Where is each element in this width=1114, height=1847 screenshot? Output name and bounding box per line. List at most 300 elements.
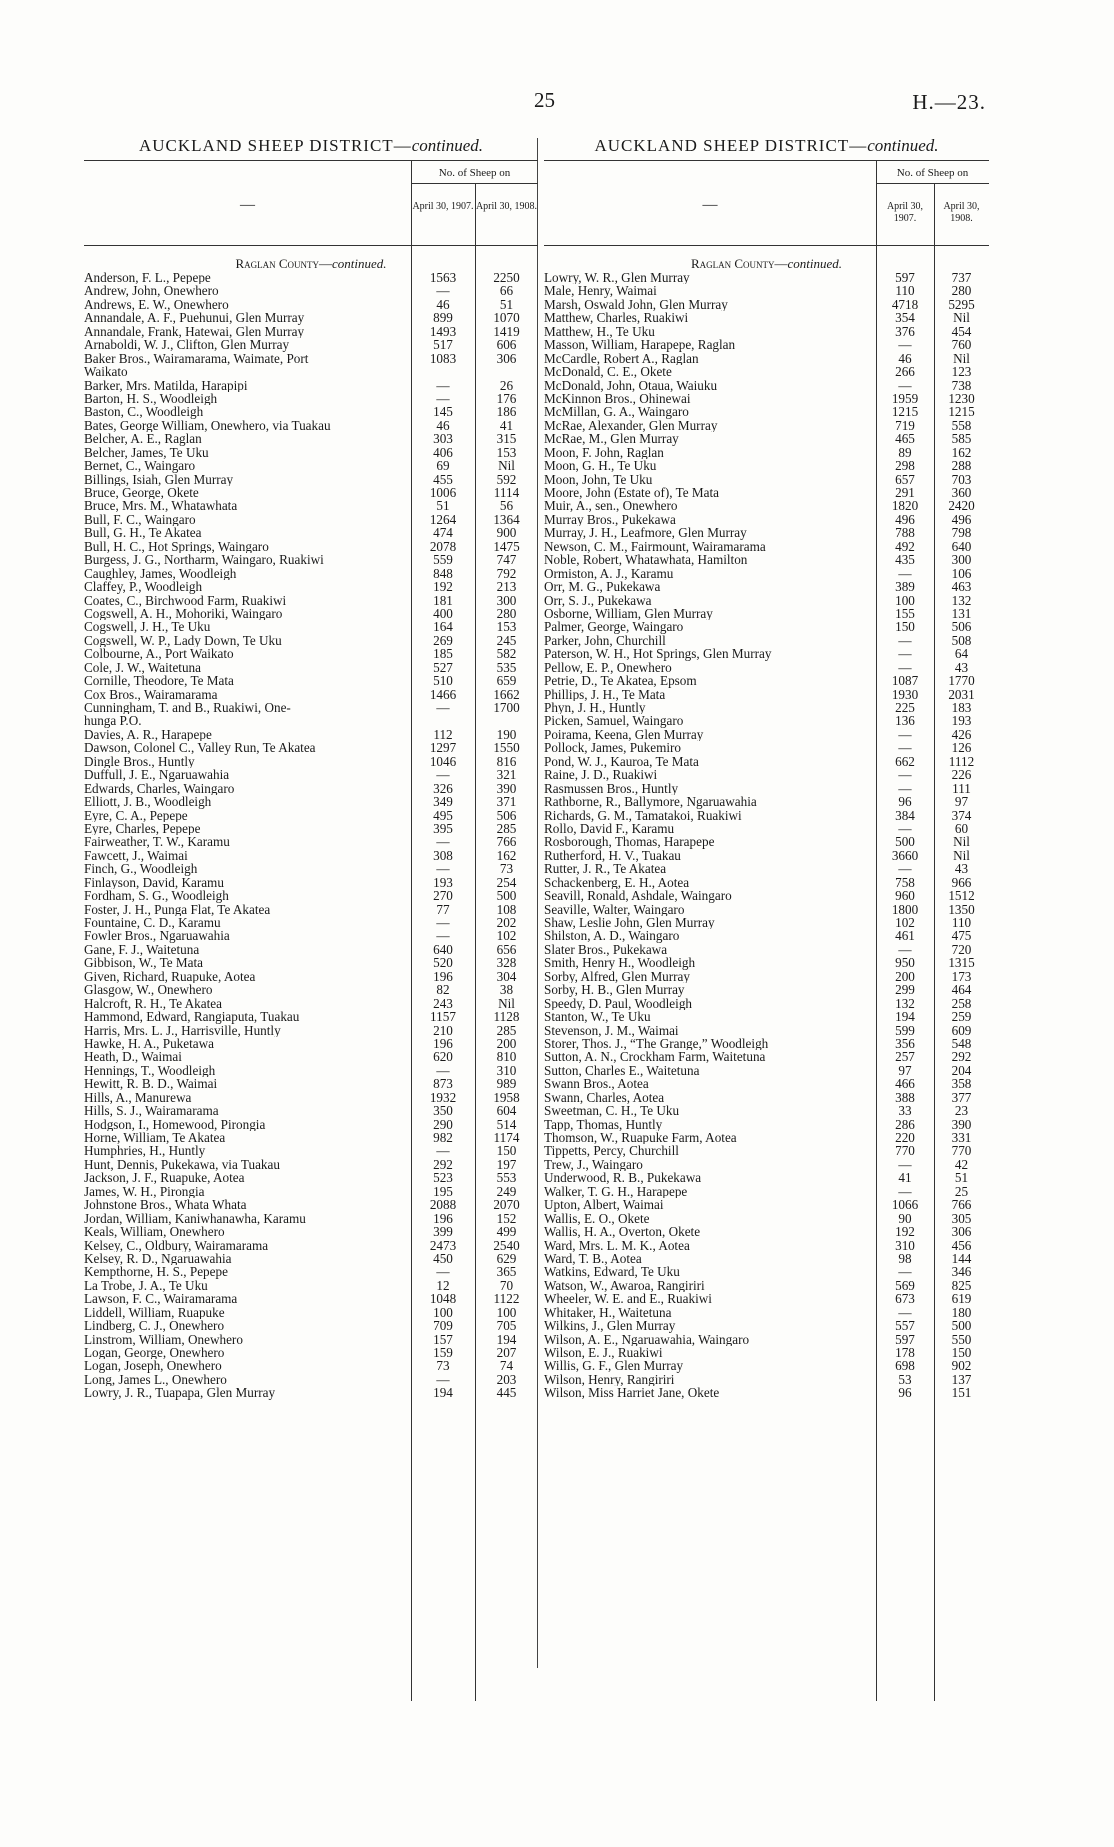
table-row (544, 916, 989, 929)
table-row (84, 903, 538, 916)
holder-name: Humphries, H., Huntly (84, 1144, 206, 1158)
holder-name: Palmer, George, Waingaro (544, 620, 684, 634)
sheep-1907: 69 (436, 458, 450, 474)
sheep-1908: 162 (496, 847, 517, 863)
sheep-1908: 258 (951, 995, 972, 1011)
sheep-1907: 97 (898, 1062, 912, 1078)
sheep-1908: 535 (496, 659, 517, 675)
sheep-1908: 1419 (493, 323, 520, 339)
holder-name: Waikato (84, 365, 128, 379)
table-row (84, 338, 538, 351)
table-row (84, 647, 538, 660)
holder-name: Bull, F. C., Waingaro (84, 512, 196, 527)
table-row (544, 298, 989, 311)
sheep-1908: 475 (951, 928, 972, 944)
table-row (544, 338, 989, 351)
table-row (84, 1386, 538, 1399)
table-row (544, 1319, 989, 1332)
sheep-1908: 464 (951, 982, 972, 998)
table-row (544, 688, 989, 701)
table-row (544, 795, 989, 808)
sheep-1907: 98 (898, 1250, 912, 1266)
sheep-1907: 657 (895, 471, 915, 487)
holder-name: Osborne, William, Glen Murray (544, 606, 713, 621)
sheep-1907: 100 (433, 1304, 453, 1320)
sheep-1907: 298 (895, 458, 915, 474)
holder-name: Orr, S. J., Pukekawa (544, 593, 652, 607)
sheep-1907: 709 (433, 1318, 453, 1334)
table-row (544, 809, 989, 822)
sheep-1908: 792 (496, 565, 517, 581)
holder-name: Bruce, George, Okete (84, 486, 199, 500)
right-table-header (544, 160, 989, 246)
holder-name: Cunningham, T. and B., Ruakiwi, One- (84, 701, 291, 715)
holder-name: Moon, G. H., Te Uku (544, 459, 657, 473)
sheep-1908: 374 (951, 807, 972, 823)
table-row (84, 701, 538, 714)
holder-name: Picken, Samuel, Waingaro (544, 714, 684, 728)
sheep-1908: 358 (951, 1076, 972, 1092)
table-row (544, 1225, 989, 1238)
table-row (84, 795, 538, 808)
sheep-1908: 747 (496, 552, 517, 568)
sheep-1907: 2088 (429, 1197, 457, 1213)
sheep-1908: 656 (496, 941, 517, 957)
table-row (544, 459, 989, 472)
table-row (544, 499, 989, 512)
holder-name: Moon, John, Te Uku (544, 472, 653, 486)
holder-name: Lowry, J. R., Tuapapa, Glen Murray (84, 1386, 276, 1400)
sheep-1907: 354 (895, 310, 915, 326)
table-row (544, 741, 989, 754)
table-row (544, 674, 989, 687)
table-row (84, 607, 538, 620)
sheep-1907: — (436, 700, 450, 715)
holder-name: Smith, Henry H., Woodleigh (544, 956, 696, 970)
sheep-1907: 164 (433, 619, 453, 635)
holder-name: Colbourne, A., Port Waikato (84, 647, 234, 661)
holder-name: Kelsey, C., Oldbury, Wairamarama (84, 1238, 269, 1252)
sheep-1907: 290 (433, 1116, 453, 1132)
sheep-1908: 126 (951, 740, 972, 756)
sheep-1908: 585 (951, 431, 972, 447)
table-row (544, 634, 989, 647)
sheep-1908: 738 (951, 377, 972, 393)
table-row (544, 419, 989, 432)
holder-name: Keals, William, Onewhero (84, 1225, 225, 1239)
sheep-1908: 1364 (493, 511, 520, 527)
header-dash: — (240, 197, 255, 213)
holder-name: Ward, T. B., Aotea (544, 1251, 642, 1266)
sheep-1908: 619 (951, 1291, 972, 1307)
sheep-1908: 280 (496, 605, 517, 621)
sheep-1908: 500 (951, 1318, 972, 1334)
holder-name: Pond, W. J., Kauroa, Te Mata (544, 754, 699, 769)
sheep-1907: 185 (433, 646, 453, 662)
holder-name: Wilson, Henry, Rangiriri (544, 1372, 675, 1387)
sheep-1908: 150 (951, 1345, 972, 1360)
holder-name: La Trobe, J. A., Te Uku (84, 1278, 208, 1293)
holder-name: Barton, H. S., Woodleigh (84, 391, 218, 406)
holder-name: Andrew, John, Onewhero (84, 284, 219, 298)
holder-name: Moon, F. John, Raglan (544, 445, 664, 460)
table-row (84, 1064, 538, 1077)
table-row (544, 862, 989, 875)
sheep-1907: 132 (895, 995, 915, 1011)
table-row (544, 1171, 989, 1184)
table-row (84, 1333, 538, 1346)
sheep-1908: 56 (499, 498, 514, 514)
sheep-1908: 720 (951, 941, 972, 957)
sheep-1907: 523 (433, 1170, 453, 1186)
holder-name: McRae, Alexander, Glen Murray (544, 418, 718, 433)
table-row (544, 714, 989, 727)
sheep-1908: Nil (953, 847, 970, 863)
sheep-1908: 1315 (948, 955, 975, 971)
sheep-1907: 194 (895, 1009, 915, 1025)
holder-name: Dingle Bros., Huntly (84, 754, 195, 769)
sheep-1907: 77 (436, 901, 450, 917)
table-row (544, 929, 989, 942)
holder-name: Cox Bros., Wairamarama (84, 687, 218, 701)
table-row (84, 1185, 538, 1198)
table-row (544, 1265, 989, 1278)
holder-name: Hawke, H. A., Puketawa (84, 1036, 215, 1051)
holder-name: Shilston, A. D., Waingaro (544, 929, 680, 943)
table-row (544, 526, 989, 539)
holder-name: Raine, J. D., Ruakiwi (544, 768, 658, 782)
sheep-1907: 899 (433, 310, 453, 326)
sheep-1907: — (898, 565, 912, 581)
sheep-1907: 2078 (429, 538, 457, 554)
holder-name: Trew, J., Waingaro (544, 1157, 643, 1172)
sheep-1908: 1512 (948, 888, 975, 904)
holder-name: Male, Henry, Waimai (544, 284, 657, 298)
sheep-1908: 496 (951, 511, 972, 527)
sheep-1907 (411, 714, 475, 727)
holder-name: Underwood, R. B., Pukekawa (544, 1171, 702, 1185)
holder-name: McMillan, G. A., Waingaro (544, 405, 689, 419)
sheep-1907: 435 (895, 552, 915, 568)
header-dash: — (702, 197, 718, 213)
sheep-1908: 810 (496, 1049, 517, 1065)
sheep-1907: — (436, 390, 450, 406)
table-row (544, 620, 989, 633)
sheep-1908: Nil (953, 310, 970, 326)
sheep-1907: 196 (433, 1035, 453, 1051)
sheep-1908: 770 (951, 1143, 972, 1159)
sheep-1908: 190 (496, 726, 517, 742)
sheep-1907: — (898, 820, 912, 836)
sheep-1907: 46 (436, 296, 450, 312)
holder-name: Noble, Robert, Whatawhata, Hamilton (544, 553, 748, 567)
sheep-1907: — (898, 780, 912, 796)
table-row (84, 862, 538, 875)
sheep-1908: 766 (496, 834, 517, 850)
table-row (84, 1279, 538, 1292)
sheep-1907: 225 (895, 700, 915, 715)
holder-name: Burgess, J. G., Northarm, Waingaro, Ruakiwi (84, 553, 324, 567)
sheep-1907: 291 (895, 485, 915, 500)
sheep-1907: — (436, 915, 450, 930)
holder-name: Lawson, F. C., Wairamarama (84, 1292, 238, 1306)
holder-name: Lindberg, C. J., Onewhero (84, 1319, 225, 1333)
sheep-1907: 178 (895, 1345, 915, 1360)
holder-name: Phyn, J. H., Huntly (544, 701, 646, 715)
sheep-1908: 1770 (948, 673, 975, 689)
holder-name: Jordan, William, Kaniwhanawha, Karamu (84, 1211, 306, 1226)
sheep-1908 (475, 714, 538, 727)
sheep-1907: 194 (433, 1385, 453, 1401)
holder-name: Edwards, Charles, Waingaro (84, 781, 235, 796)
holder-name: Baston, C., Woodleigh (84, 405, 204, 419)
sheep-1908: 183 (951, 700, 972, 715)
sheep-1908: 499 (496, 1224, 517, 1240)
holder-name: Hunt, Dennis, Pukekawa, via Tuakau (84, 1157, 280, 1172)
holder-name: McRae, M., Glen Murray (544, 432, 679, 446)
holder-name: Linstrom, William, Onewhero (84, 1332, 243, 1346)
sheep-1908: 249 (496, 1183, 517, 1199)
sheep-1908: 304 (496, 968, 517, 984)
table-row (84, 1037, 538, 1050)
left-table-body (84, 246, 538, 1400)
sheep-1908: 1350 (948, 901, 975, 917)
table-row (84, 835, 538, 848)
sheep-1908: 1215 (948, 404, 975, 420)
table-row (544, 580, 989, 593)
holder-name: Pellow, E. P., Onewhero (544, 660, 672, 675)
sheep-1907: 308 (433, 847, 453, 863)
sheep-1907: 303 (433, 431, 453, 447)
sheep-1908: 640 (951, 538, 972, 554)
sheep-1908: 66 (499, 283, 514, 299)
sheep-1908: 2250 (493, 270, 520, 285)
holder-name: Hammond, Edward, Rangiaputa, Tuakau (84, 1010, 300, 1024)
sheep-1908: 456 (951, 1237, 972, 1253)
sheep-1907: 376 (895, 323, 915, 339)
table-row (84, 1306, 538, 1319)
sheep-1907: 597 (895, 270, 915, 285)
holder-name: Fordham, S. G., Woodleigh (84, 889, 229, 903)
sheep-1908: 365 (496, 1264, 517, 1280)
sheep-1908: 74 (499, 1358, 514, 1374)
holder-name: Given, Richard, Ruapuke, Aotea (84, 969, 256, 984)
table-row (544, 782, 989, 795)
sheep-1907: 145 (433, 404, 453, 420)
table-row (544, 1346, 989, 1359)
sheep-1907: 102 (895, 915, 915, 930)
table-row (544, 352, 989, 365)
sheep-1908: 445 (496, 1385, 517, 1401)
sheep-1907: 873 (433, 1076, 453, 1092)
holder-name: Long, James L., Onewhero (84, 1372, 227, 1387)
sheep-1908 (475, 365, 538, 378)
sheep-1908: 454 (951, 323, 972, 339)
table-row (84, 1225, 538, 1238)
table-row (84, 392, 538, 405)
table-row (544, 513, 989, 526)
sheep-1907: 770 (895, 1143, 915, 1159)
holder-name: Seavill, Ronald, Ashdale, Waingaro (544, 889, 732, 903)
sheep-1907: — (436, 283, 450, 299)
table-row (544, 325, 989, 338)
sheep-1907: — (436, 1062, 450, 1078)
holder-name: Cogswell, W. P., Lady Down, Te Uku (84, 633, 282, 648)
sheep-1907: 192 (895, 1224, 915, 1240)
table-row (544, 1386, 989, 1399)
holder-name: Sorby, Alfred, Glen Murray (544, 969, 691, 984)
holder-name: Murray Bros., Pukekawa (544, 512, 676, 527)
sheep-1907: 299 (895, 982, 915, 998)
sheep-1908: 346 (951, 1264, 972, 1280)
holder-name: Foster, J. H., Punga Flat, Te Akatea (84, 902, 271, 916)
sheep-1908: 582 (496, 646, 517, 662)
sheep-1907: — (436, 1264, 450, 1280)
holder-name: Phillips, J. H., Te Mata (544, 687, 666, 701)
table-row (544, 889, 989, 902)
table-row (544, 486, 989, 499)
table-row (544, 1158, 989, 1171)
sheep-1907: — (436, 928, 450, 944)
table-row (544, 567, 989, 580)
sheep-1907: 384 (895, 807, 915, 823)
sheep-1907: 200 (895, 968, 915, 984)
holder-name: Petrie, D., Te Akatea, Epsom (544, 674, 697, 688)
holder-name: Rosborough, Thomas, Harapepe (544, 835, 715, 849)
holder-name: Duffull, J. E., Ngaruawahia (84, 768, 230, 782)
table-row (84, 1292, 538, 1305)
table-row (84, 1346, 538, 1359)
sheep-1907: 100 (895, 592, 915, 608)
sheep-1907: 495 (433, 807, 453, 823)
holder-name: Marsh, Oswald John, Glen Murray (544, 297, 728, 312)
holder-name: Pollock, James, Pukemiro (544, 741, 681, 755)
sheep-1908: 514 (496, 1116, 517, 1132)
table-row (544, 956, 989, 969)
table-row (544, 768, 989, 781)
table-row (544, 1359, 989, 1372)
holder-name: Heath, D., Waimai (84, 1050, 182, 1064)
sheep-1907: 157 (433, 1331, 453, 1347)
holder-name: Lowry, W. R., Glen Murray (544, 271, 690, 285)
table-row (84, 822, 538, 835)
table-row (84, 1373, 538, 1386)
holder-name: Matthew, Charles, Ruakiwi (544, 311, 689, 325)
sheep-1907: 266 (895, 364, 915, 380)
table-row (84, 768, 538, 781)
table-row (84, 634, 538, 647)
sheep-1908: 180 (951, 1304, 972, 1320)
sheep-1907: — (436, 861, 450, 877)
sheep-1907: 136 (895, 713, 915, 729)
sheep-1907: 1800 (891, 901, 919, 917)
sheep-1907: 1006 (429, 485, 457, 500)
table-row (84, 271, 538, 284)
left-column (84, 136, 538, 1400)
holder-name: Annandale, Frank, Hatewai, Glen Murray (84, 324, 305, 339)
table-row (544, 1144, 989, 1157)
header-sheep-count: No. of Sheep on (896, 167, 969, 179)
sheep-1908: 51 (954, 1170, 969, 1186)
table-row (84, 567, 538, 580)
sheep-1907: 1083 (429, 350, 457, 366)
table-row (84, 298, 538, 311)
sheep-1907: 758 (895, 874, 915, 890)
holder-name: Rasmussen Bros., Huntly (544, 781, 679, 796)
sheep-1907: 46 (436, 417, 450, 433)
table-row (544, 392, 989, 405)
sheep-1907: 1215 (891, 404, 919, 420)
table-row (84, 432, 538, 445)
sheep-1908: 51 (499, 296, 514, 312)
table-row (84, 688, 538, 701)
holder-name: Parker, John, Churchill (544, 633, 666, 648)
sheep-1908: 153 (496, 619, 517, 635)
holder-name: Davies, A. R., Harapepe (84, 727, 212, 742)
table-row (84, 459, 538, 472)
sheep-1907: 388 (895, 1089, 915, 1105)
sheep-1907: 620 (433, 1049, 453, 1065)
sheep-1908: 123 (951, 364, 972, 380)
holder-name: Hills, A., Manurewa (84, 1090, 192, 1105)
sheep-1907: 982 (433, 1130, 453, 1145)
holder-name: Logan, Joseph, Onewhero (84, 1359, 222, 1373)
table-row (84, 446, 538, 459)
sheep-1908: 760 (951, 337, 972, 353)
sheep-1908: 151 (951, 1385, 972, 1401)
table-row (84, 1265, 538, 1278)
table-row (544, 405, 989, 418)
holder-name: Fountaine, C. D., Karamu (84, 916, 221, 930)
table-row (544, 271, 989, 284)
holder-name: Rutherford, H. V., Tuakau (544, 848, 681, 863)
table-row (84, 741, 538, 754)
sheep-1908: 390 (496, 780, 517, 796)
table-row (544, 903, 989, 916)
table-row (84, 553, 538, 566)
table-row (84, 849, 538, 862)
sheep-1908: 150 (496, 1143, 517, 1159)
table-row (84, 419, 538, 432)
table-row (84, 473, 538, 486)
table-row (84, 620, 538, 633)
sheep-1907: — (898, 632, 912, 648)
sheep-1908: 285 (496, 820, 517, 836)
sheep-1907: — (436, 834, 450, 850)
sheep-1907: 399 (433, 1224, 453, 1240)
table-row (544, 701, 989, 714)
sheep-1908: 1070 (493, 310, 520, 326)
header-sheep-count: No. of Sheep on (438, 167, 511, 179)
left-table-header (84, 160, 538, 246)
sheep-1908: 73 (499, 861, 514, 877)
table-row (84, 1118, 538, 1131)
sheep-1907: 461 (895, 928, 915, 944)
holder-name: Kempthorne, H. S., Pepepe (84, 1265, 228, 1279)
table-row (544, 1373, 989, 1386)
holder-name: McDonald, John, Otaua, Waiuku (544, 378, 718, 392)
holder-name: Ward, Mrs. L. M. K., Aotea (544, 1238, 690, 1252)
sheep-1908: 550 (951, 1331, 972, 1347)
sheep-1907: 292 (433, 1156, 453, 1172)
sheep-1908: 42 (954, 1156, 969, 1172)
sheep-1907: 465 (895, 431, 915, 447)
right-table-body (544, 246, 989, 1400)
holder-name: Caughley, James, Woodleigh (84, 566, 237, 581)
holder-name: Gane, F. J., Waitetuna (84, 942, 200, 957)
sheep-1907: — (898, 740, 912, 756)
sheep-1907: 960 (895, 888, 915, 904)
